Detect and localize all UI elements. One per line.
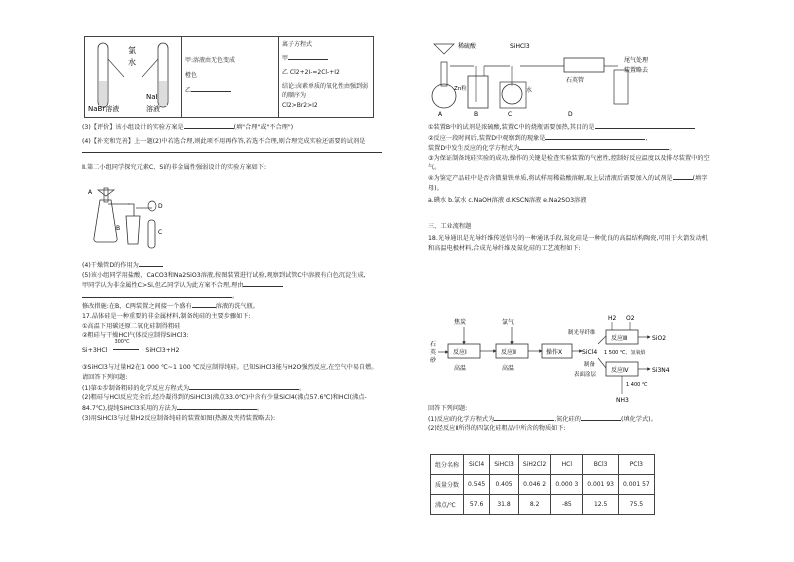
flow-coke: 焦炭: [454, 319, 467, 326]
flow-r4: 反应Ⅳ: [611, 367, 629, 374]
flow-raw-3: 砂: [430, 357, 437, 364]
q18-text-2: 和高温电极材料,合成光导纤维及氮化硅的工艺流程如下:: [428, 245, 581, 253]
table-cell: -85: [551, 495, 583, 515]
flow-r2: 反应Ⅱ: [501, 349, 516, 356]
equation-title: 离子方程式: [282, 41, 313, 48]
conclusion-order: Cl2>Br2>I2: [282, 102, 318, 109]
flow-raw-2: 英: [430, 349, 437, 356]
label-tail-2: 装置略去: [624, 67, 649, 74]
table-cell: 12.5: [583, 495, 619, 515]
table-cell: 沸点/℃: [431, 495, 464, 515]
q17-2-end: 。: [256, 404, 264, 412]
q5-reason: 甲同学认为非金属性C>Si,但乙同学认为此方案不合理,理由: [82, 282, 244, 290]
table-cell: SiH2Cl2: [518, 455, 550, 475]
table-cell: 0.405: [490, 475, 519, 495]
table-cell: 75.5: [618, 495, 654, 515]
table-cell: 0.545: [464, 475, 490, 495]
c-si-apparatus: [82, 186, 172, 264]
flow-temp4: 1 400 ℃: [626, 382, 648, 388]
answer-blank[interactable]: [82, 291, 232, 298]
equation-jia: 甲: [282, 55, 289, 62]
label-b: B: [474, 111, 479, 118]
table-cell: 组分名称: [431, 455, 464, 475]
answer-blank[interactable]: [288, 53, 328, 60]
q18-1-end: (填化学式)。: [621, 415, 657, 423]
answer-blank[interactable]: [581, 414, 621, 421]
q17-3-text: (3)用SiHCl3与过量H2反应制备纯硅的装置如图(热源及夹持装置略去):: [82, 414, 276, 422]
flow-hot-1: 高温: [454, 365, 467, 372]
q17-step1: ①高温下用碳还原二氧化硅制得粗硅: [82, 322, 181, 330]
flow-chlorine: 氯气: [502, 319, 515, 326]
table-cell: SiCl4: [464, 455, 490, 475]
answer-blank[interactable]: [673, 173, 693, 180]
label-a: A: [438, 111, 443, 118]
label-d: D: [158, 203, 163, 210]
label-tail-1: 尾气处理: [624, 57, 649, 64]
table-cell: 31.8: [490, 495, 519, 515]
flow-r1: 反应Ⅰ: [453, 349, 467, 356]
left-column-continued: [82, 260, 412, 423]
q17-title: 17.晶体硅是一种重要的非金属材料,制备纯硅的主要步骤如下:: [82, 313, 251, 321]
flow-r3: 反应Ⅲ: [611, 335, 628, 342]
flow-prep: 制备: [584, 362, 596, 368]
composition-table: [430, 454, 655, 515]
table-row: [431, 495, 655, 515]
experiment-table: [84, 36, 374, 118]
r-q3-text: ③为保证制备纯硅实验的成功,操作的关键是检查实验装置的气密性,控制好反应温度以及排尽装置中的空: [428, 154, 710, 162]
reaction-right: SiHCl3+H2: [145, 346, 180, 354]
flow-hot-2: 高温: [502, 365, 515, 372]
answer-blank[interactable]: [519, 143, 669, 150]
q5-text: (5)该小组同学用盐酸、CaCO3和Na2SiO3溶液,按图装置进行试验,观察到试管C中溶液有白色沉淀生成,: [82, 271, 366, 279]
table-cell: PCl3: [618, 455, 654, 475]
reaction-arrow: [113, 349, 139, 350]
q3-hint: (填"合理"或"不合理"): [233, 124, 294, 131]
answer-blank[interactable]: [545, 133, 648, 142]
q17-1-text: (1)第①步制备粗硅的化学反应方程式为: [82, 384, 190, 392]
label-water: 水: [526, 87, 533, 94]
flow-sio2: SiO2: [652, 335, 667, 342]
flow-opx: 操作X: [546, 349, 563, 356]
q17-ask: 请回答下列问题:: [82, 374, 128, 382]
process-flow-chart: [428, 314, 698, 404]
table-cell: 0.000 3: [551, 475, 583, 495]
r-q2-eq-end: 。: [669, 145, 676, 153]
q18-2-text: (2)经反应Ⅱ所得的四氯化硅粗品中所含的物质如下:: [428, 425, 566, 433]
label-acid: 稀硫酸: [458, 43, 477, 50]
diagram-chlorine: 氯: [128, 46, 136, 55]
flow-coat: 表面涂层: [574, 372, 597, 378]
r-q4-options: a.碘水 b.氯水 c.NaOH溶液 d.KSCN溶液 e.Na2SO3溶液: [428, 197, 587, 205]
table-cell: 0.001 93: [583, 475, 619, 495]
fix-text: 修改措施:在B、C两装置之间接一个盛有: [82, 303, 192, 311]
table-cell: BCl3: [583, 455, 619, 475]
q5-end: 。: [232, 292, 239, 300]
answer-blank[interactable]: [82, 146, 382, 153]
q17-2-method: 84.7℃),提纯SiHCl3采用的方法为: [82, 404, 177, 412]
right-column: [428, 122, 758, 254]
r-q1-text: ①装置B中的试剂是浓硫酸,装置C中的烧瓶需要加热,其目的是: [428, 124, 595, 131]
answer-blank[interactable]: [243, 280, 283, 287]
flow-o2: O2: [626, 315, 635, 322]
q18-text-1: 18.光导通讯是光导纤维传送信号的一种通讯手段,氮化硅是一种优良的高温结构陶瓷,可用于火箭发动机: [428, 235, 708, 243]
q4-text: (4)【补充和完善】上一题(2)中若选合理,则此项不用再作答,若选不合理,则合理完成实验还需要的试剂是: [82, 137, 366, 145]
right-column-bottom: [428, 404, 758, 434]
r-q2-eq: 装置D中发生反应的化学方程式为: [428, 145, 520, 153]
r-q4-end: 母)。: [428, 184, 443, 192]
flow-sicl4: SiCl4: [582, 349, 598, 356]
table-row: [431, 455, 655, 475]
diagram-nai: NaI: [146, 93, 158, 101]
table-cell: 8.2: [518, 495, 550, 515]
table-cell: 0.001 57: [618, 475, 654, 495]
equation-yi: 乙 Cl2+2I-=2Cl-+I2: [282, 69, 340, 76]
q4-dryer-text: (4)干燥管D的作用为: [82, 262, 139, 269]
conclusion-line: 结论:卤素单质的氧化性由强到弱的顺序为: [282, 83, 369, 99]
label-sihcl3: SiHCl3: [510, 43, 530, 50]
equation-cell: [279, 37, 374, 118]
flow-temp3: 1 500 ℃、氢氧焰: [604, 350, 646, 356]
diagram-water: 水: [128, 58, 136, 67]
r-q4-text: ④为鉴定产品硅中是否含微量铁单质,将试样用稀盐酸溶解,取上层清液后需要加入的试剂是: [428, 175, 673, 183]
answer-blank[interactable]: [184, 122, 234, 129]
answer-blank[interactable]: [494, 414, 554, 421]
diagram-nabr: NaBr溶液: [88, 105, 120, 113]
label-quartz-tube: 石英管: [566, 77, 585, 84]
answer-blank[interactable]: [189, 383, 299, 390]
table-cell: SiHCl3: [490, 455, 519, 475]
table-cell: 质量分数: [431, 475, 464, 495]
q18-ask: 回答下列问题:: [428, 405, 468, 412]
q3-text: (3)【评价】该小组设计的实验方案是: [82, 124, 184, 131]
label-a: A: [88, 189, 93, 196]
label-c: C: [508, 111, 513, 118]
diagram-nai-solution: 溶液: [146, 105, 160, 113]
q17-step2: ②粗硅与干燥HCl气体反应制得SiHCl3:: [82, 332, 189, 340]
tube-diagram-cell: [85, 37, 182, 118]
q17-2-text: (2)粗硅与HCl反应完全后,经冷凝得到的SiHCl3(沸点33.0℃)中含有少量SiCl4(沸点57.6℃)和HCl(沸点-: [82, 394, 367, 402]
phenomenon-cell: [182, 37, 279, 118]
table-cell: 57.6: [464, 495, 490, 515]
phenomenon-line-1: 甲:溶液由无色变成: [185, 57, 236, 64]
fix-end: 溶液的洗气瓶。: [215, 303, 259, 311]
flow-nh3: NH3: [616, 397, 629, 404]
section-2-title: Ⅱ.第二小组同学探究元素C、Si的非金属性强弱设计的实验方案如下:: [82, 163, 267, 171]
q18-1-text: (1)反应Ⅰ的化学方程式为: [428, 415, 495, 423]
reaction-left: Si+3HCl: [82, 346, 108, 354]
q18-1-mid: ,氮化硅的: [554, 415, 581, 423]
label-d: D: [568, 111, 573, 118]
label-zn: Zn粒: [454, 86, 467, 92]
left-column: [82, 122, 412, 172]
label-b: B: [116, 225, 121, 232]
table-cell: HCl: [551, 455, 583, 475]
sihcl3-apparatus: [428, 36, 658, 118]
r-q2-text: ②反应一段时间后,装置D中观察到的现象是: [428, 134, 546, 142]
section-3-title: 三、工业流程题: [428, 222, 472, 230]
answer-blank[interactable]: [595, 122, 695, 129]
answer-blank[interactable]: [191, 85, 231, 92]
label-c: C: [158, 229, 163, 236]
flow-raw-1: 石: [430, 341, 437, 348]
r-q4-hint: (填字: [692, 175, 708, 183]
q17-step3: ③SiHCl3与过量H2在1 000 ℃~1 100 ℃反应制得纯硅。已知SiHCl3能与H2O强烈反应,在空气中易自燃。: [82, 364, 378, 372]
test-tube-diagram: [88, 39, 176, 113]
table-cell: 0.046 2: [518, 475, 550, 495]
answer-blank[interactable]: [139, 260, 163, 267]
table-row: [431, 475, 655, 495]
flow-fiber: 制光导纤维: [568, 330, 596, 336]
q17-1-end: 。: [299, 384, 306, 392]
phenomenon-line-2: 橙色: [185, 72, 198, 79]
reaction-condition: 300℃: [114, 338, 130, 345]
flow-si3n4: Si3N4: [652, 367, 670, 374]
phenomenon-line-3: 乙: [185, 87, 192, 94]
answer-blank[interactable]: [177, 403, 257, 410]
answer-blank[interactable]: [192, 301, 216, 308]
r-q3-end: 气。: [428, 164, 441, 172]
flow-h2: H2: [608, 315, 617, 322]
r-q2-end: ,: [645, 134, 648, 142]
